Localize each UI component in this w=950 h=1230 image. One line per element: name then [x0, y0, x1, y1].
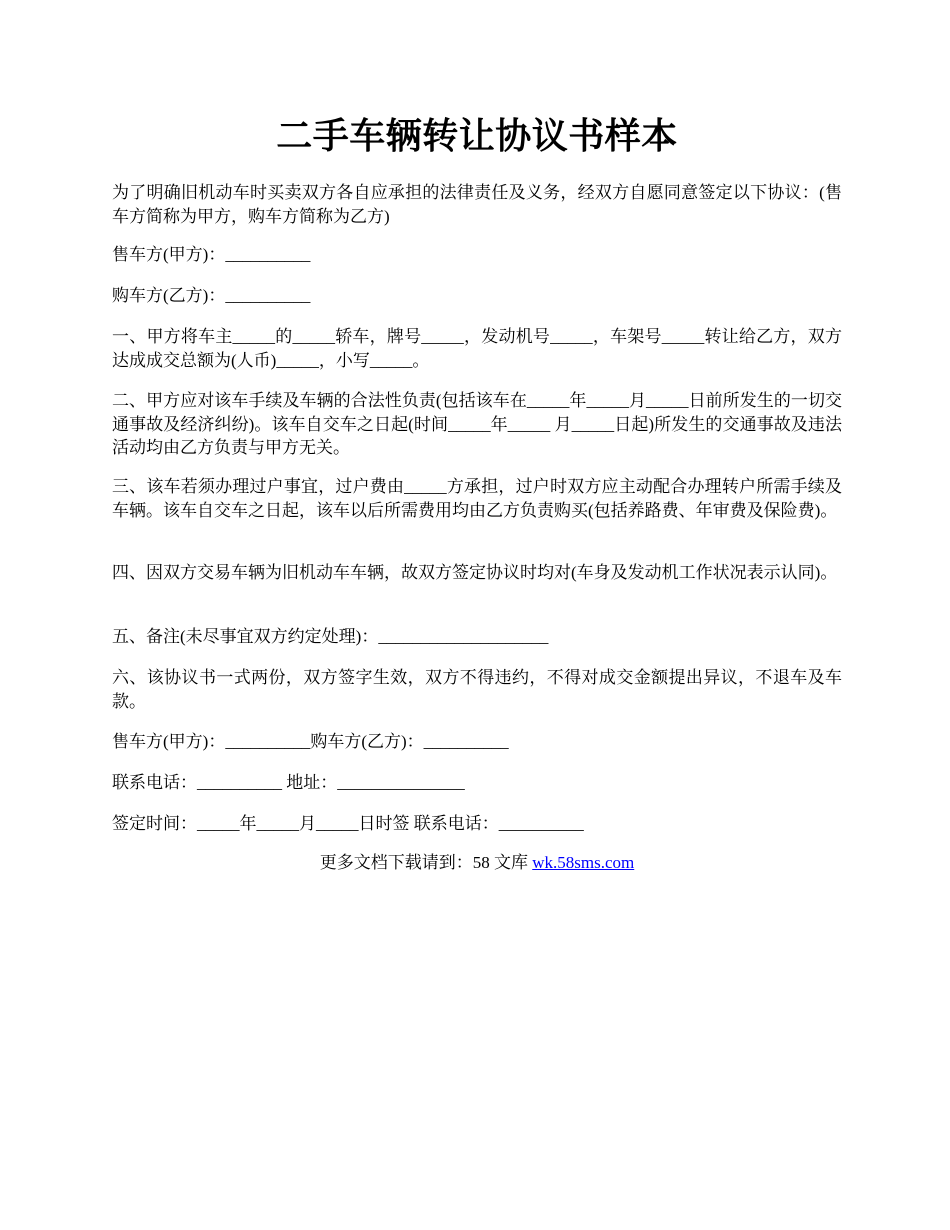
intro-paragraph: 为了明确旧机动车时买卖双方各自应承担的法律责任及义务，经双方自愿同意签定以下协议：(售车方简称为甲方，购车方简称为乙方) — [112, 183, 842, 226]
document-title: 二手车辆转让协议书样本 — [276, 116, 678, 156]
clause-5-remarks: 五、备注(未尽事宜双方约定处理)：____________________ — [112, 627, 549, 646]
seller-line: 售车方(甲方)：__________ — [112, 245, 311, 264]
clause-1: 一、甲方将车主_____的_____轿车，牌号_____，发动机号_____，车架号_____转让给乙方，双方达成成交总额为(人币)_____，小写_____。 — [112, 327, 842, 370]
footer — [112, 851, 842, 874]
footer-text: 更多文档下载请到：58 文库 — [319, 853, 533, 872]
buyer-line: 购车方(乙方)：__________ — [112, 286, 311, 305]
clause-3: 三、该车若须办理过户事宜，过户费由_____方承担，过户时双方应主动配合办理转户所需手续及车辆。该车自交车之日起，该车以后所需费用均由乙方负责购买(包括养路费、年审费及保险费)。 — [112, 477, 842, 520]
clause-2: 二、甲方应对该车手续及车辆的合法性负责(包括该车在_____年_____月_____日前所发生的一切交通事故及经济纠纷)。该车自交车之日起(时间_____年_____ 月_____日起)所发生的交通事故及违法活动均由乙方负责与甲方无关。 — [112, 391, 842, 457]
signature-line: 售车方(甲方)：__________购车方(乙方)：__________ — [112, 732, 509, 751]
clause-4: 四、因双方交易车辆为旧机动车车辆，故双方签定协议时均对(车身及发动机工作状况表示认同)。 — [112, 563, 838, 582]
contact-line: 联系电话：__________ 地址：_______________ — [112, 773, 465, 792]
signing-date-line: 签定时间：_____年_____月_____日时签 联系电话：__________ — [112, 814, 584, 833]
footer-link[interactable]: wk.58sms.com — [532, 853, 635, 872]
clause-6: 六、该协议书一式两份，双方签字生效，双方不得违约，不得对成交金额提出异议，不退车及车款。 — [112, 668, 842, 711]
